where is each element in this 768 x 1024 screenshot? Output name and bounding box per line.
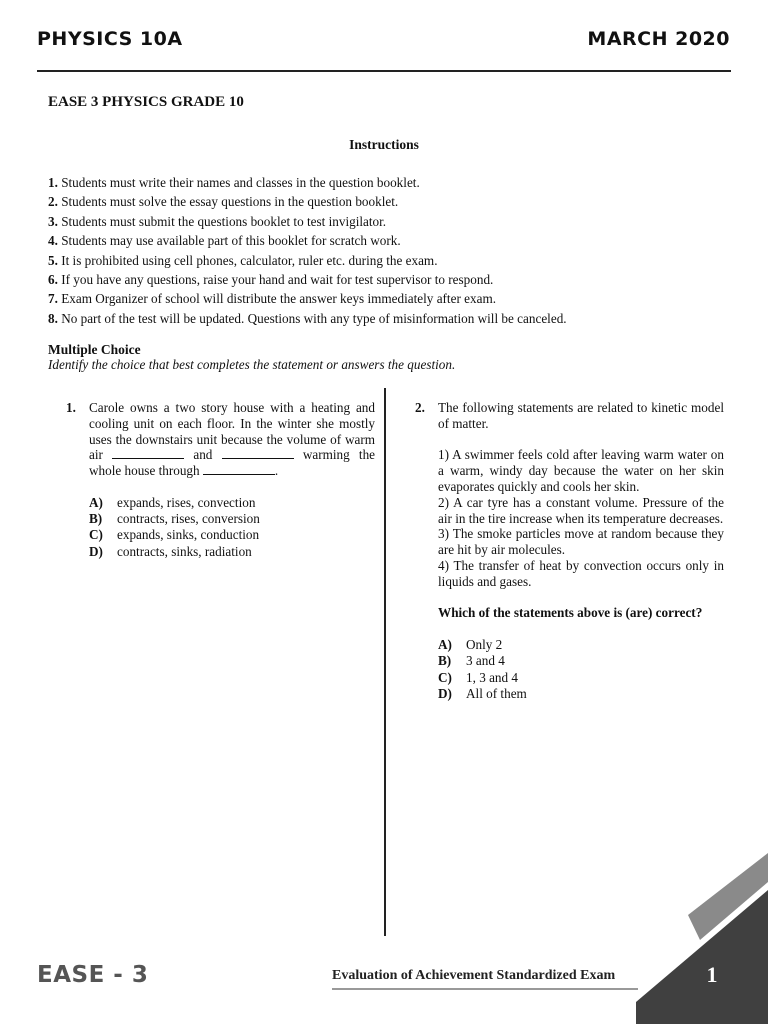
multiple-choice-heading: Multiple Choice xyxy=(48,342,141,357)
instruction-item: 5. It is prohibited using cell phones, calculator, ruler etc. during the exam. xyxy=(48,252,438,268)
question-prompt: Which of the statements above is (are) correct? xyxy=(438,605,703,621)
choice-b[interactable]: B) contracts, rises, conversion xyxy=(89,511,260,527)
choice-a[interactable]: A) expands, rises, convection xyxy=(89,494,256,510)
choice-b[interactable]: B) 3 and 4 xyxy=(438,653,505,669)
choice-c[interactable]: C) expands, sinks, conduction xyxy=(89,527,260,543)
header-subject: PHYSICS 10A xyxy=(37,28,183,50)
choice-d[interactable]: D) contracts, sinks, radiation xyxy=(89,543,252,559)
statement: 2) A car tyre has a constant volume. Pressure of the air in the tire increase when its temperature decreases. xyxy=(438,494,724,526)
question-number: 2. xyxy=(415,400,425,415)
multiple-choice-subheading: Identify the choice that best completes the statement or answers the question. xyxy=(48,357,456,372)
footer-rule xyxy=(332,988,638,990)
footer-exam-name: Evaluation of Achievement Standardized Exam xyxy=(332,968,616,983)
question-stem: The following statements are related to kinetic model of matter. 1) A swimmer feels cold after leaving warm water on a warm, windy day because the water on her skin evaporates quickly and cools her skin. 2) A car tyre has a constant volume. Pressure of the air in the tire increase when its temperature decreases. 3) The smoke particles move at random because they are hit by air molecules. 4) The transfer of heat by convection occurs only in liquids and gases. Which of the statements above is (are) correct? xyxy=(438,400,724,621)
page-number: 1 xyxy=(706,962,718,987)
footer-exam-code: EASE - 3 xyxy=(37,962,149,988)
choice-a[interactable]: A) Only 2 xyxy=(438,637,503,653)
statement: 4) The transfer of heat by convection occurs only in liquids and gases. xyxy=(438,557,724,589)
statement: 3) The smoke particles move at random because they are hit by air molecules. xyxy=(438,526,724,558)
question-number: 1. xyxy=(66,400,76,415)
instruction-item: 7. Exam Organizer of school will distribute the answer keys immediately after exam. xyxy=(48,291,496,307)
statement: 1) A swimmer feels cold after leaving warm water on a warm, windy day because the water on her skin evaporates quickly and cools her skin. xyxy=(438,447,724,494)
instruction-item: 8. No part of the test will be updated. Questions with any type of misinformation will be canceled. xyxy=(48,310,567,326)
header-date: MARCH 2020 xyxy=(587,28,730,50)
instruction-item: 3. Students must submit the questions booklet to test invigilator. xyxy=(48,213,387,229)
choice-c[interactable]: C) 1, 3 and 4 xyxy=(438,669,519,685)
instructions-title: Instructions xyxy=(349,137,419,152)
choice-d[interactable]: D) All of them xyxy=(438,685,527,701)
exam-title: EASE 3 PHYSICS GRADE 10 xyxy=(48,94,244,110)
instruction-item: 6. If you have any questions, raise your hand and wait for test supervisor to respond. xyxy=(48,271,494,287)
instruction-item: 2. Students must solve the essay questions in the question booklet. xyxy=(48,194,399,210)
instruction-item: 4. Students may use available part of this booklet for scratch work. xyxy=(48,233,401,249)
instruction-item: 1. Students must write their names and classes in the question booklet. xyxy=(48,175,420,190)
question-stem: Carole owns a two story house with a heating and cooling unit on each floor. In the winter she mostly uses the downstairs unit because the volume of warm air and warming the whole house through . xyxy=(89,400,376,479)
